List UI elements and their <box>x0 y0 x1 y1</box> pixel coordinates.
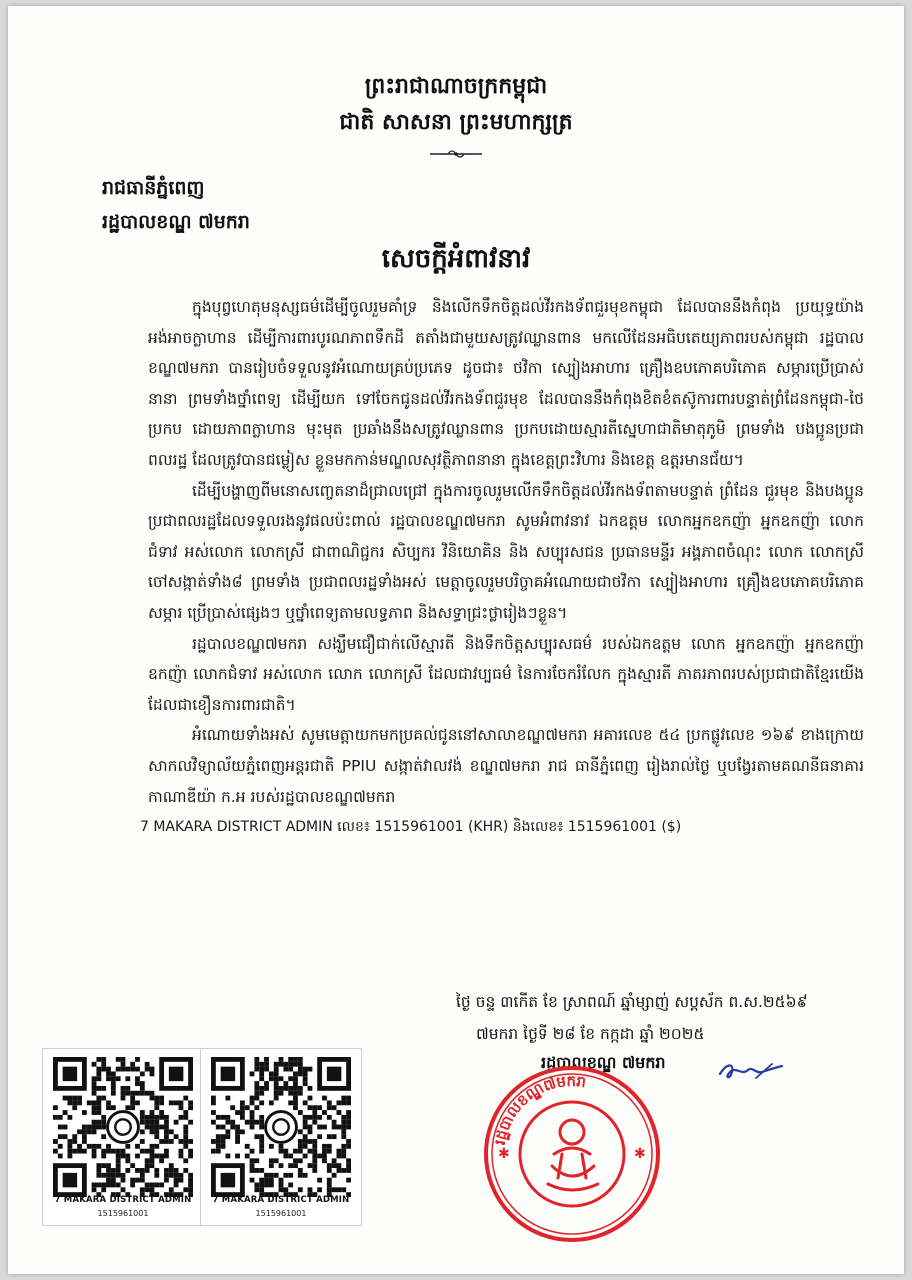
seal-ring-text: រដ្ឋបាលខណ្ឌ៧មករា <box>490 1071 588 1147</box>
paragraph: អំណោយទាំងអស់ សូមមេត្តាយកមកប្រគល់ជូននៅសាលាខណ្ឌ៧មករា អគារលេខ ៥៤ ប្រកផ្លូវលេខ ១៦៩ ខាងក្រោយសាកលវិទ្យាល័យភ្នំពេញអន្តរជាតិ PPIU សង្កាត់វាលវង់ ខណ្ឌ៧មករា រាជ ធានីភ្នំពេញ រៀងរាល់ថ្ងៃ ឬបង្វែរតាមគណនីធនាគារ កាណាឌីយ៉ា ក.អ របស់រដ្ឋបាលខណ្ឌ៧មករា <box>148 726 864 806</box>
solar-date: ៧មករា ថ្ងៃទី ២៨ ខែ កក្កដា ឆ្នាំ ២០២៥ <box>476 1025 705 1043</box>
qr-account-number: 1515961001 <box>255 1209 307 1218</box>
ornament-divider <box>428 146 484 162</box>
authority-district: រដ្ឋបាលខណ្ឌ ៧មករា <box>102 211 250 233</box>
qr-code <box>53 1057 193 1197</box>
document-body <box>140 292 864 843</box>
signatory-label: រដ្ឋបាលខណ្ឌ ៧មករា <box>541 1053 666 1072</box>
paragraph: ដើម្បីបង្ហាញពីមនោសញ្ចេតនាដ៏ជ្រាលជ្រៅ ក្នុងការចូលរួមលើកទឹកចិត្តដល់វីរកងទ័ពតាមបន្ទាត់ ព្រំដែន ជួរមុខ និងបងប្អូនប្រជាពលរដ្ឋដែលទទួលរងនូវផលប៉ះពាល់ រដ្ឋបាលខណ្ឌ៧មករា សូមអំពាវនាវ ឯកឧត្តម លោកអ្នកឧកញ៉ា អ្នកឧកញ៉ា លោកជំទាវ អស់លោក លោកស្រី ជាពាណិជ្ជករ សិប្បករ វិនិយោគិន និង សប្បុរសជន ប្រធានមន្ទីរ អង្គភាពចំណុះ លោក លោកស្រី ចៅសង្កាត់ទាំង៨ ព្រមទាំង ប្រជាពលរដ្ឋទាំងអស់ មេត្តាចូលរួមបរិច្ចាគអំណោយជាថវិកា ស្បៀងអាហារ គ្រឿងឧបភោគបរិភោគ សម្ភារ ប្រើប្រាស់ផ្សេងៗ ឬថ្នាំពេទ្យតាមលទ្ធភាព និងសទ្ធាជ្រះថ្លារៀងៗខ្លួន។ <box>148 481 864 622</box>
kingdom-heading: ព្រះរាជាណាចក្រកម្ពុជា <box>364 74 548 99</box>
authority-capital: រាជធានីភ្នំពេញ <box>102 177 205 199</box>
handwritten-signature <box>716 1056 786 1086</box>
qr-code-card <box>42 1048 204 1226</box>
qr-account-name: 7 MAKARA DISTRICT ADMIN <box>54 1195 192 1205</box>
qr-account-name: 7 MAKARA DISTRICT ADMIN <box>212 1195 350 1205</box>
paragraph: ក្នុងបុព្វហេតុមនុស្សធម៌ដើម្បីចូលរួមគាំទ្រ និងលើកទឹកចិត្តដល់វីរកងទ័ពជួរមុខកម្ពុជា ដែលបាននឹងកំពុង ប្រយុទ្ធយ៉ាងអង់អាចក្លាហាន ដើម្បីការពារបូរណភាពទឹកដី តតាំងជាមួយសត្រូវឈ្លានពាន មកលើដែនអធិបតេយ្យភាពរបស់កម្ពុជា រដ្ឋបាលខណ្ឌ៧មករា បានរៀបចំទទួលនូវអំណោយគ្រប់ប្រភេទ ដូចជា៖ ថវិកា ស្បៀងអាហារ គ្រឿងឧបភោគបរិភោគ សម្ភារប្រើប្រាស់នានា ព្រមទាំងថ្នាំពេទ្យ ដើម្បីយក ទៅចែកជូនដល់វីរកងទ័ពជួរមុខ ដែលបាននឹងកំពុងខិតខំតស៊ូការពារបន្ទាត់ព្រំដែនកម្ពុជា-ថៃ ប្រកប ដោយភាពក្លាហាន មុះមុត ប្រឆាំងនឹងសត្រូវឈ្លានពាន ប្រកបដោយស្មារតីស្នេហាជាតិមាតុភូមិ ព្រមទាំង បងប្អូនប្រជាពលរដ្ឋ ដែលត្រូវបានជម្លៀស ខ្លួនមកកាន់មណ្ឌលសុវត្ថិភាពនានា ក្នុងខេត្តព្រះវិហារ និងខេត្ត ឧត្តរមានជ័យ។ <box>148 298 864 469</box>
svg-text:រដ្ឋបាលខណ្ឌ៧មករា <box>491 1072 588 1146</box>
document-title: សេចក្តីអំពាវនាវ <box>381 244 531 274</box>
lunar-date: ថ្ងៃ ចន្ទ ៣កើត ខែ ស្រាពណ៍ ឆ្នាំម្សាញ់ សប្តស័ក ព.ស.២៥៦៩ <box>456 993 808 1011</box>
paragraph: រដ្ឋបាលខណ្ឌ៧មករា សង្ឃឹមជឿជាក់លើស្មារតី និងទឹកចិត្តសប្បុរសធម៌ របស់ឯកឧត្តម លោក អ្នកឧកញ៉ា អ្នកឧកញ៉ា ឧកញ៉ា លោកជំទាវ អស់លោក លោក លោកស្រី ដែលជាវប្បធម៌ នៃការចែករំលែក ក្នុងស្មារតី ភាតរភាពរបស់ប្រជាជាតិខ្មែរយើង ដែលជាខឿនការពារជាតិ។ <box>148 634 864 714</box>
bank-account-line: 7 MAKARA DISTRICT ADMIN លេខ៖ 1515961001 (KHR) និងលេខ៖ 1515961001 ($) <box>140 819 682 836</box>
svg-text:✱: ✱ <box>634 1146 646 1162</box>
document-page <box>8 6 904 1274</box>
official-seal <box>482 1062 662 1246</box>
national-motto: ជាតិ សាសនា ព្រះមហាក្សត្រ <box>339 110 573 135</box>
qr-account-number: 1515961001 <box>97 1209 149 1218</box>
svg-text:✱: ✱ <box>498 1146 510 1162</box>
qr-code <box>211 1057 351 1197</box>
qr-code-card <box>200 1048 362 1226</box>
